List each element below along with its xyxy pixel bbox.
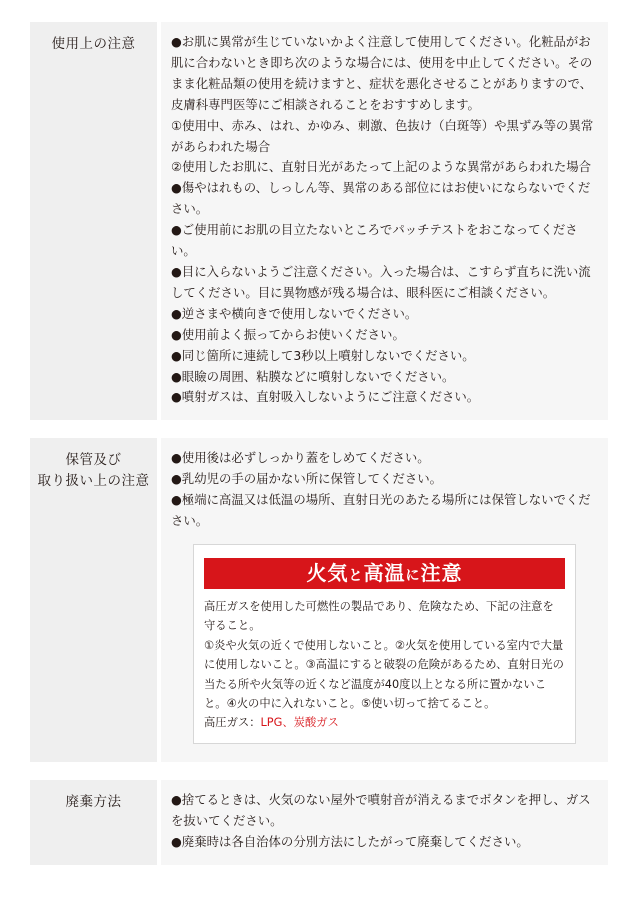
- list-item: ●極端に高温又は低温の場所、直射日光のあたる場所には保管しないでください。: [171, 492, 591, 529]
- list-item: ●捨てるときは、火気のない屋外で噴射音が消えるまでボタンを押し、ガスを抜いてください。: [171, 791, 591, 828]
- storage-handling-label-line2: 取り扱い上の注意: [37, 473, 150, 490]
- list-item: ●廃棄時は各自治体の分別方法にしたがって廃棄してください。: [171, 833, 529, 849]
- usage-precautions-content: [161, 22, 608, 420]
- caution-table: [30, 22, 608, 865]
- warning-title-text: 注意: [420, 560, 463, 585]
- list-item: ①使用中、赤み、はれ、かゆみ、刺激、色抜け（白斑等）や黒ずみ等の異常があらわれた場合: [171, 117, 594, 154]
- usage-precautions-row: [30, 22, 608, 420]
- warning-intro: 高圧ガスを使用した可燃性の製品であり、危険なため、下記の注意を守ること。: [204, 599, 554, 633]
- list-item: ●使用後は必ずしっかり蓋をしめてください。: [171, 450, 430, 466]
- disposal-content: [161, 780, 608, 865]
- gas-value: LPG、炭酸ガス: [260, 716, 339, 730]
- fire-warning-text: [204, 597, 565, 733]
- fire-warning-box: [193, 544, 576, 744]
- list-item: ●傷やはれもの、しっしん等、異常のある部位にはお使いにならないでください。: [171, 180, 591, 217]
- warning-title-text: に: [405, 567, 421, 584]
- list-item: ●乳幼児の手の届かない所に保管してください。: [171, 471, 443, 487]
- fire-warning-title: [204, 558, 565, 589]
- gas-label: 高圧ガス：: [204, 716, 261, 730]
- warning-rules: ①炎や火気の近くで使用しないこと。②火気を使用している室内で大量に使用しないこと。③高温にすると破裂の危険があるため、直射日光の当たる所や火気等の近くなど温度が40度以上となる所に置かないこと。④火の中に入れないこと。⑤使い切って捨てること。: [204, 638, 564, 710]
- storage-handling-label-line1: 保管及び: [65, 452, 122, 469]
- warning-title-text: 高温: [363, 560, 406, 585]
- warning-title-text: 火気: [306, 560, 349, 585]
- disposal-label: 廃棄方法: [30, 780, 157, 865]
- list-item: ●眼瞼の周囲、粘膜などに噴射しないでください。: [171, 368, 455, 384]
- list-item: ●同じ箇所に連続して3秒以上噴射しないでください。: [171, 347, 475, 363]
- storage-handling-row: [30, 438, 608, 761]
- storage-handling-label: [30, 438, 157, 761]
- list-item: ●ご使用前にお肌の目立たないところでパッチテストをおこなってください。: [171, 222, 578, 259]
- list-item: ●使用前よく振ってからお使いください。: [171, 326, 405, 342]
- list-item: ●目に入らないようご注意ください。入った場合は、こすらず直ちに洗い流してください。目に異物感が残る場合は、眼科医にご相談ください。: [171, 263, 591, 300]
- list-item: ●逆さまや横向きで使用しないでください。: [171, 305, 418, 321]
- storage-handling-content: [161, 438, 608, 761]
- list-item: ②使用したお肌に、直射日光があたって上記のような異常があらわれた場合: [171, 159, 591, 175]
- usage-precautions-label: 使用上の注意: [30, 22, 157, 420]
- warning-title-text: と: [348, 567, 364, 584]
- gas-info: [204, 713, 565, 732]
- list-item: ●お肌に異常が生じていないかよく注意して使用してください。化粧品がお肌に合わないとき即ち次のような場合には、使用を中止してください。そのまま化粧品類の使用を続けますと、症状を悪化させることがありますので、皮膚科専門医等にご相談されることをおすすめします。: [171, 34, 593, 112]
- disposal-row: [30, 780, 608, 865]
- list-item: ●噴射ガスは、直射吸入しないようにご注意ください。: [171, 389, 480, 405]
